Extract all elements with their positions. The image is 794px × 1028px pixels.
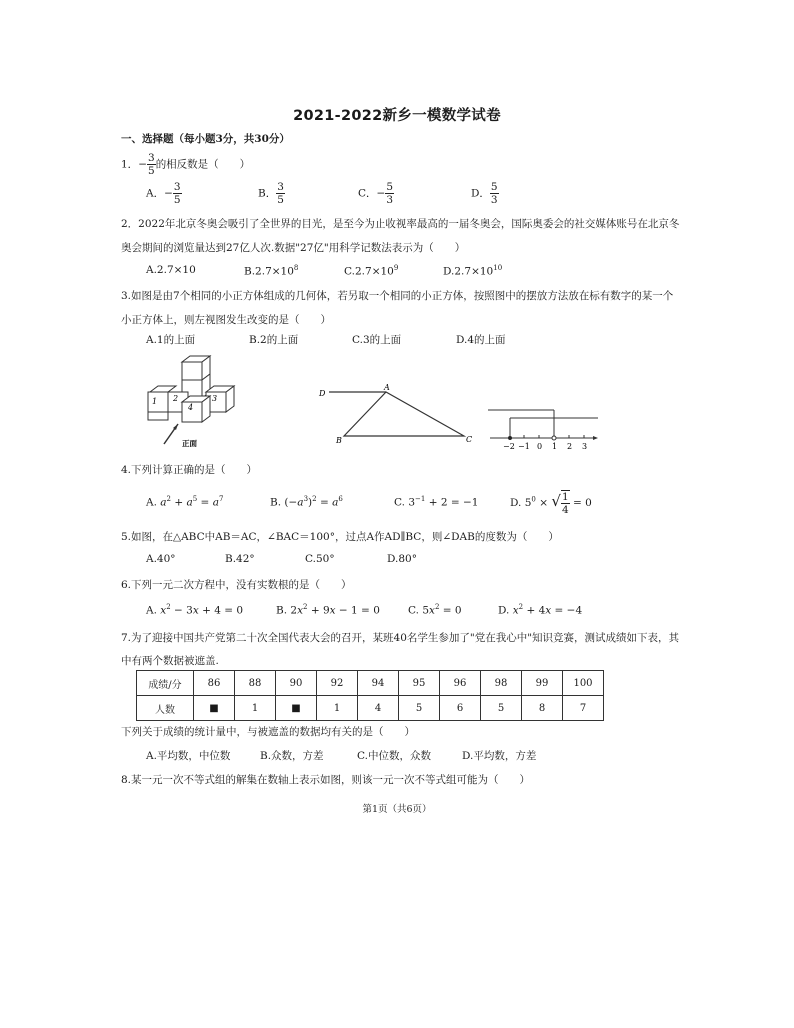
cube-label-2: 2: [173, 394, 179, 403]
q2-c-base: C.2.7×10: [344, 265, 394, 278]
q6-option-a[interactable]: A. $x^2 - 3x + 4 = 0$: [146, 603, 244, 617]
q5-option-a[interactable]: A.40°: [146, 553, 176, 565]
q1-d-num: 5: [490, 181, 498, 193]
q1-c-label: C．: [358, 187, 377, 200]
q4-d-label: D.: [510, 497, 522, 510]
q6-b-label: B.: [276, 604, 288, 617]
scores-table: [136, 670, 604, 721]
q7-option-b[interactable]: B.众数，方差: [260, 750, 324, 762]
table-row: [137, 696, 604, 721]
table-cell: 88: [235, 671, 276, 696]
q1-b-label: B．: [258, 187, 277, 200]
question-2-line1: 2．2022年北京冬奥会吸引了全世界的目光，是至今为止收视率最高的一届冬奥会，国际奥委会的社交媒体账号在北京冬: [121, 218, 680, 230]
q1-d-den: 3: [490, 194, 498, 207]
section-heading: 一、选择题（每小题3分，共30分）: [121, 133, 290, 145]
q1-c-den: 3: [386, 194, 394, 207]
question-4: 4.下列计算正确的是（ ）: [121, 464, 258, 476]
tick-1: 1: [552, 442, 558, 451]
table-cell: 98: [481, 671, 522, 696]
q3-option-a[interactable]: A.1的上面: [146, 334, 196, 346]
table-cell: 4: [358, 696, 399, 721]
table-cell: 94: [358, 671, 399, 696]
table-cell: 100: [563, 671, 604, 696]
q2-option-a[interactable]: [146, 264, 196, 276]
front-label: 正面: [182, 439, 197, 448]
number-line-figure: [488, 404, 600, 452]
cube-label-1: 1: [152, 397, 158, 406]
q1-a-label: A．: [146, 187, 165, 200]
tick-3: 3: [582, 442, 588, 451]
table-cell: 人数: [137, 696, 194, 721]
tick-0: 0: [537, 442, 543, 451]
question-6: 6.下列一元二次方程中，没有实数根的是（ ）: [121, 579, 352, 591]
q1-a-den: 5: [173, 194, 181, 207]
q1-fraction: [147, 152, 156, 177]
triangle-figure: [316, 384, 480, 446]
q6-a-label: A.: [146, 604, 157, 617]
q6-d-label: D.: [498, 604, 510, 617]
q6-c-label: C.: [408, 604, 419, 617]
cube-label-4: 4: [188, 403, 194, 412]
label-b: B: [336, 436, 342, 445]
q1-a-sign: −: [164, 187, 173, 200]
q1-neg: −: [138, 158, 147, 171]
label-a: A: [384, 384, 390, 392]
question-3-line1: 3.如图是由7个相同的小正方体组成的几何体，若另取一个相同的小正方体，按照图中的摆放方法放在标有数字的某一个: [121, 290, 674, 302]
q1-d-label: D．: [471, 187, 490, 200]
q1-prefix: 1．: [121, 158, 139, 171]
table-cell: 96: [440, 671, 481, 696]
q2-d-base: D.2.7×10: [443, 265, 494, 278]
q6-option-d[interactable]: D. $x^2 + 4x = -4$: [498, 603, 583, 617]
q1-option-b[interactable]: [258, 181, 285, 206]
q3-option-d[interactable]: D.4的上面: [456, 334, 506, 346]
question-5: 5.如图，在△ABC中AB＝AC，∠BAC＝100°，过点A作AD∥BC，则∠DAB的度数为（ ）: [121, 531, 559, 543]
label-c: C: [466, 435, 473, 444]
table-header-row: [137, 671, 604, 696]
table-cell: 5: [481, 696, 522, 721]
q5-option-d[interactable]: D.80°: [387, 553, 417, 565]
q7-option-a[interactable]: A.平均数，中位数: [146, 750, 231, 762]
exam-title: 2021-2022新乡一模数学试卷: [293, 108, 501, 124]
q5-option-c[interactable]: C.50°: [305, 553, 335, 565]
q5-option-b[interactable]: B.42°: [225, 553, 255, 565]
table-cell: 6: [440, 696, 481, 721]
table-cell: 86: [194, 671, 235, 696]
table-cell-masked: ■: [276, 696, 317, 721]
page-footer: 第1页（共6页）: [362, 804, 432, 815]
q3-option-c[interactable]: C.3的上面: [352, 334, 402, 346]
q2-option-d[interactable]: [443, 264, 502, 278]
table-cell: 成绩/分: [137, 671, 194, 696]
q1-c-sign: −: [376, 187, 386, 200]
cube-figure: [138, 352, 248, 452]
question-1: [121, 152, 250, 177]
q2-b-base: B.2.7×10: [244, 265, 294, 278]
q1-num: 3: [148, 152, 155, 164]
table-cell: 7: [563, 696, 604, 721]
q4-a-label: A.: [146, 496, 157, 509]
table-cell: 1: [235, 696, 276, 721]
q1-option-c[interactable]: [358, 181, 394, 206]
q1-den: 5: [148, 165, 155, 178]
q4-c-label: C.: [394, 496, 405, 509]
q1-b-den: 5: [277, 194, 284, 207]
question-8: 8.某一元一次不等式组的解集在数轴上表示如图，则该一元一次不等式组可能为（ ）: [121, 774, 531, 786]
tick-neg2: −2: [503, 442, 515, 451]
q4-option-d[interactable]: D. $5^0$ × √ $\frac{1}{4}$ = 0: [510, 491, 592, 517]
table-cell: 5: [399, 696, 440, 721]
q7-option-d[interactable]: D.平均数，方差: [462, 750, 537, 762]
tick-neg1: −1: [518, 442, 530, 451]
question-3-line2: 小正方体上，则左视图发生改变的是（ ）: [121, 314, 331, 326]
table-cell: 95: [399, 671, 440, 696]
q2-a-base: A.2.7×10: [146, 264, 196, 276]
question-7-line2: 中有两个数据被遮盖.: [121, 655, 219, 667]
q2-option-b[interactable]: [244, 264, 298, 278]
q1-option-d[interactable]: [471, 181, 499, 206]
q2-d-exp: 10: [493, 264, 503, 272]
q1-c-num: 5: [386, 181, 394, 193]
q1-a-num: 3: [173, 181, 181, 193]
q2-option-c[interactable]: [344, 264, 398, 278]
tick-2: 2: [567, 442, 573, 451]
q6-option-b[interactable]: B. $2x^2 + 9x - 1 = 0$: [276, 603, 380, 617]
q4-option-b[interactable]: B. $(-a^3)^2 = a^6$: [270, 495, 343, 509]
table-cell: 1: [317, 696, 358, 721]
q4-option-c[interactable]: C. $3^{-1} + 2 = -1$: [394, 495, 479, 509]
q2-c-exp: 9: [393, 264, 399, 272]
question-2-line2: 奥会期间的浏览量达到27亿人次.数据"27亿"用科学记数法表示为（ ）: [121, 242, 466, 254]
q4-b-label: B.: [270, 496, 282, 509]
table-cell: 8: [522, 696, 563, 721]
question-7-line1: 7.为了迎接中国共产党第二十次全国代表大会的召开，某班40名学生参加了"党在我心中"知识竞赛，测试成绩如下表，其: [121, 632, 680, 644]
q1-option-a[interactable]: [146, 181, 182, 206]
q6-option-c[interactable]: C. $5x^2 = 0$: [408, 603, 462, 617]
q2-b-exp: 8: [293, 264, 299, 272]
table-cell: 99: [522, 671, 563, 696]
q1-suffix: 的相反数是（ ）: [155, 158, 251, 171]
q4-option-a[interactable]: A. $a^2 + a^5 = a^7$: [146, 495, 224, 509]
table-cell: 92: [317, 671, 358, 696]
q1-b-num: 3: [277, 181, 284, 193]
label-d: D: [319, 389, 326, 398]
q7-option-c[interactable]: C.中位数，众数: [357, 750, 431, 762]
table-cell-masked: ■: [194, 696, 235, 721]
question-7-line3: 下列关于成绩的统计量中，与被遮盖的数据均有关的是（ ）: [121, 726, 415, 738]
cube-label-3: 3: [212, 394, 218, 403]
q3-option-b[interactable]: B.2的上面: [249, 334, 299, 346]
table-cell: 90: [276, 671, 317, 696]
